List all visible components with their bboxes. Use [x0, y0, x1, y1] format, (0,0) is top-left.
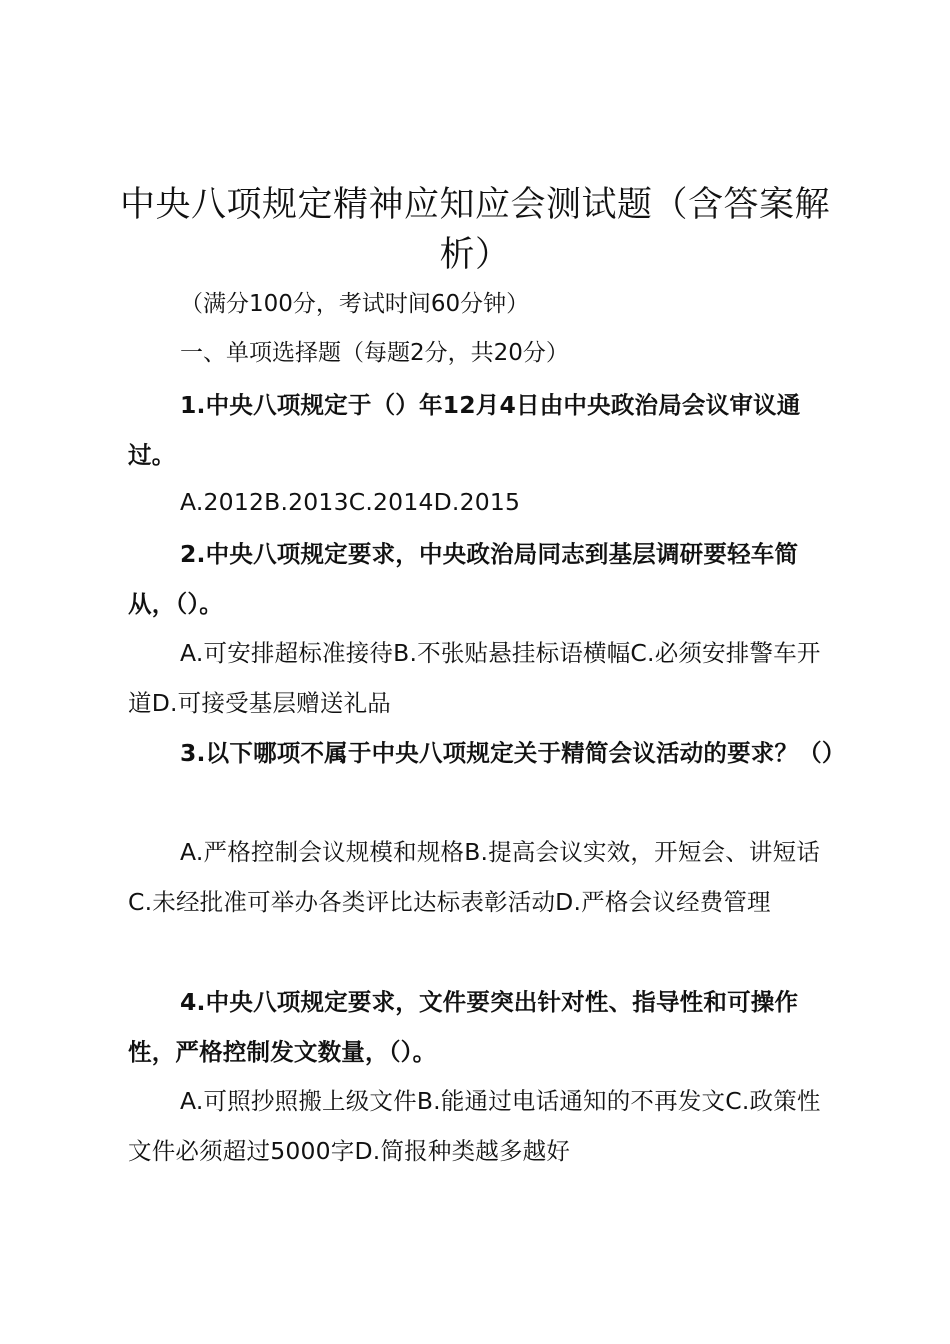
document-title: 中央八项规定精神应知应会测试题（含答案解析） — [119, 185, 830, 275]
question-options: A.2012B.2013C.2014D.2015 — [180, 488, 521, 516]
question-options: A.可照抄照搬上级文件B.能通过电话通知的不再发文C.政策性文件必须超过5000字D.简报种类越多越好 — [128, 1087, 821, 1165]
question-stem: 1.中央八项规定于（）年12月4日由中央政治局会议审议通过。 — [128, 391, 801, 469]
question-stem: 2.中央八项规定要求，中央政治局同志到基层调研要轻车简从，（）。 — [128, 540, 799, 618]
question-options: A.严格控制会议规模和规格B.提高会议实效，开短会、讲短话C.未经批准可举办各类评比达标表彰活动D.严格会议经费管理 — [128, 838, 821, 916]
question-options: A.可安排超标准接待B.不张贴悬挂标语横幅C.必须安排警车开道D.可接受基层赠送礼品 — [128, 639, 821, 717]
question-stem: 4.中央八项规定要求，文件要突出针对性、指导性和可操作性，严格控制发文数量，（）。 — [128, 988, 799, 1066]
section-heading: 一、单项选择题（每题2分，共20分） — [180, 340, 569, 366]
question-stem: 3.以下哪项不属于中央八项规定关于精简会议活动的要求？（） — [180, 739, 846, 767]
exam-info: （满分100分，考试时间60分钟） — [180, 291, 530, 317]
